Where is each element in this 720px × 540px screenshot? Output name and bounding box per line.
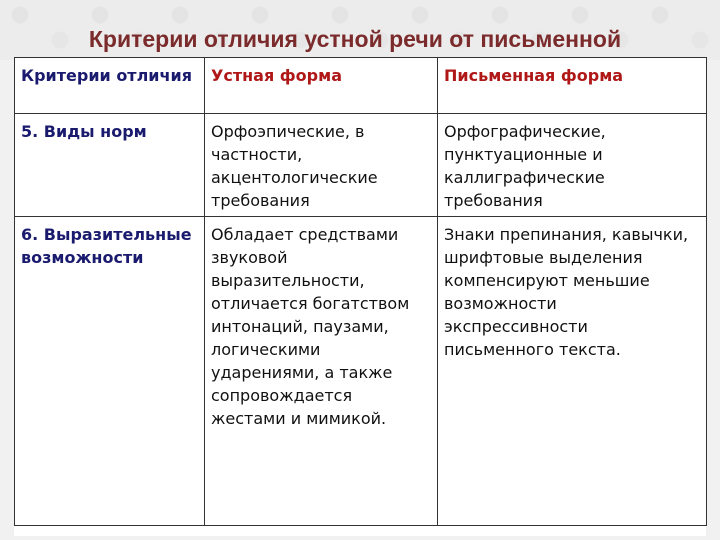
cell-written-norm-types: Орфографические, пунктуационные и каллиграфические требования	[438, 114, 707, 217]
header-criteria: Критерии отличия	[15, 58, 205, 114]
cell-oral-norm-types: Орфоэпические, в частности, акцентологические требования	[205, 114, 438, 217]
comparison-table-container	[14, 57, 706, 536]
table-row	[15, 114, 707, 217]
header-written-form: Письменная форма	[438, 58, 707, 114]
row-label-expressive-means: 6. Выразительные возможности	[15, 217, 205, 526]
table-row	[15, 217, 707, 526]
comparison-table	[14, 57, 707, 526]
header-oral-form: Устная форма	[205, 58, 438, 114]
cell-written-expressive-means: Знаки препинания, кавычки, шрифтовые выделения компенсируют меньшие возможности экспрессивности письменного текста.	[438, 217, 707, 526]
cell-oral-expressive-means: Обладает средствами звуковой выразительности, отличается богатством интонаций, паузами, логическими ударениями, а также сопровождается жестами и мимикой.	[205, 217, 438, 526]
row-label-norm-types: 5. Виды норм	[15, 114, 205, 217]
table-header-row	[15, 58, 707, 114]
slide-title: Критерии отличия устной речи от письменной	[88, 26, 622, 52]
